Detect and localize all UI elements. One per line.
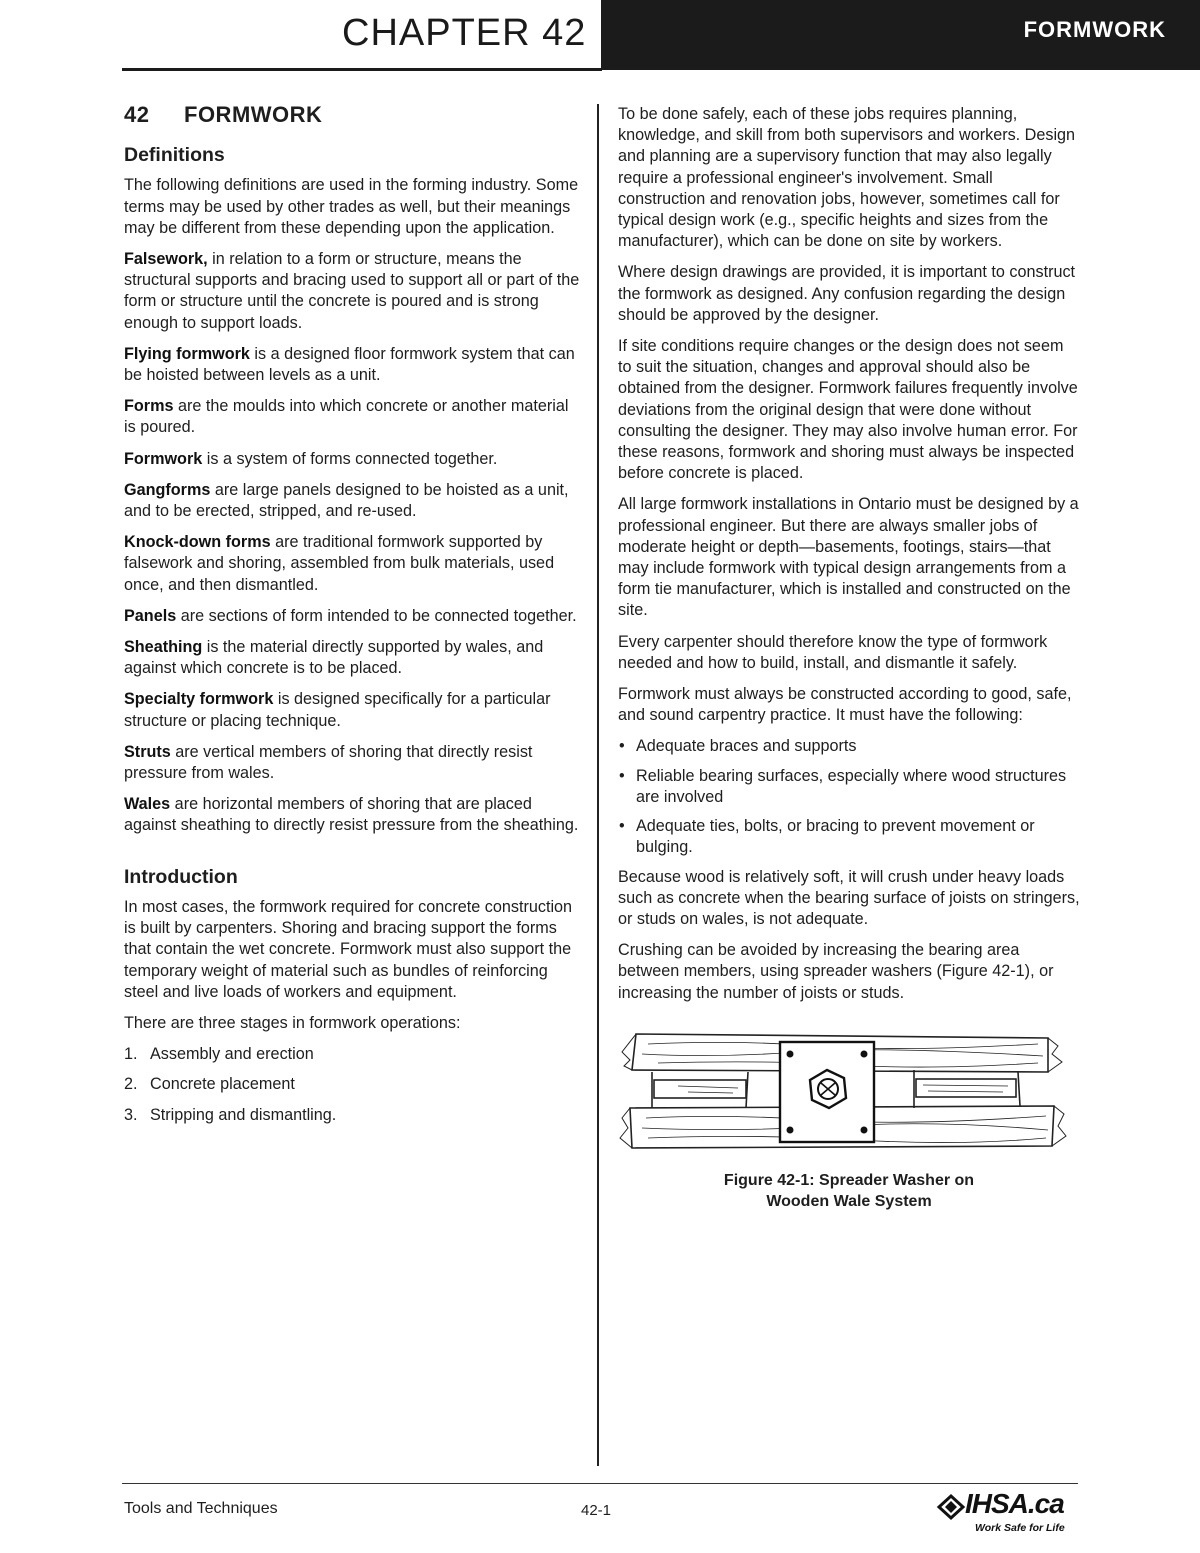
definition-text: is designed specifically for a particular structure or placing technique. <box>124 690 551 730</box>
bullet-marker: • <box>619 737 625 756</box>
body-paragraph: To be done safely, each of these jobs requires planning, knowledge, and skill from both supervisors and workers. Design and planning are a supervisory function that may also legally require a professional engineer's involvement. Small construction and renovation jobs, however, sometimes call for typical design work (e.g., specific heights and sizes from the manufacturer), which can be done on site by workers. <box>618 105 1076 251</box>
left-column <box>124 104 584 1135</box>
definition-item <box>124 689 584 731</box>
column-divider <box>597 104 599 1466</box>
definition-term: Wales <box>124 795 171 814</box>
definition-item <box>124 249 584 334</box>
spreader-washer-illustration <box>618 1022 1068 1162</box>
ihsa-logo <box>935 1488 1080 1538</box>
intro-paragraph: There are three stages in formwork operations: <box>124 1013 461 1032</box>
logo-tagline: Work Safe for Life <box>975 1522 1065 1534</box>
definition-term: Gangforms <box>124 480 211 499</box>
definition-text: are the moulds into which concrete or another material is poured. <box>124 397 569 437</box>
definition-item <box>124 532 584 596</box>
bullet-item <box>618 736 1080 757</box>
definition-item <box>124 794 584 836</box>
section-number: 42 <box>124 102 150 127</box>
bullet-text: Reliable bearing surfaces, especially where wood structures are involved <box>636 766 1067 806</box>
list-item <box>124 1105 584 1126</box>
chapter-label: CHAPTER 42 <box>342 12 587 54</box>
list-text: Stripping and dismantling. <box>150 1105 337 1124</box>
definition-term: Formwork <box>124 449 203 468</box>
bullet-item <box>618 816 1080 858</box>
definition-term: Forms <box>124 397 174 416</box>
bullet-marker: • <box>619 766 625 785</box>
definition-text: is a system of forms connected together. <box>202 449 498 468</box>
section-title <box>124 104 584 125</box>
logo-text: IHSA.ca <box>965 1488 1064 1519</box>
figure-caption-line: Figure 42-1: Spreader Washer on <box>723 1171 975 1189</box>
definition-term: Specialty formwork <box>124 690 274 709</box>
definition-text: are sections of form intended to be connected together. <box>176 606 577 625</box>
definition-term: Knock-down forms <box>124 533 271 552</box>
list-number: 3. <box>124 1105 138 1124</box>
definition-text: are vertical members of shoring that directly resist pressure from wales. <box>124 742 533 783</box>
bullet-text: Adequate braces and supports <box>636 737 857 756</box>
introduction-heading: Introduction <box>124 865 238 888</box>
bullet-item <box>618 766 1080 808</box>
definition-item <box>124 742 584 784</box>
definition-text: in relation to a form or structure, means the structural supports and bracing used to support all or part of the form or structure until the concrete is poured and is strong enough to support loads. <box>124 250 580 332</box>
definitions-heading: Definitions <box>124 144 225 167</box>
definition-term: Struts <box>124 742 171 761</box>
body-paragraph: If site conditions require changes or the design does not seem to suit the situation, changes and approval should also be obtained from the designer. Formwork failures frequently involve deviations from the original design that were done without consulting the designer. They may also involve human error. For these reasons, formwork and shoring must always be inspected before concrete is placed. <box>618 337 1078 483</box>
body-paragraph: Formwork must always be constructed according to good, safe, and sound carpentry practice. It must have the following: <box>618 685 1072 725</box>
bullet-marker: • <box>619 817 625 836</box>
logo-mark-icon <box>935 1492 967 1522</box>
body-paragraph: All large formwork installations in Ontario must be designed by a professional engineer. But there are always smaller jobs of moderate height or depth—basements, footings, stairs—that may include formwork with typical design arrangements from a form tie manufacturer, which is installed and constructed on the site. <box>618 495 1079 620</box>
body-paragraph: Where design drawings are provided, it is important to construct the formwork as designed. Any confusion regarding the design should be approved by the designer. <box>618 263 1076 324</box>
page-number: 42-1 <box>581 1502 612 1519</box>
list-number: 1. <box>124 1045 138 1064</box>
definition-text: are large panels designed to be hoisted as a unit, and to be erected, stripped, and re-used. <box>124 480 569 521</box>
body-paragraph: Every carpenter should therefore know the type of formwork needed and how to build, install, and dismantle it safely. <box>618 632 1048 672</box>
footer-book-title: Tools and Techniques <box>124 1500 278 1517</box>
definition-item <box>124 480 584 522</box>
definition-item <box>124 449 584 470</box>
definition-text: is a designed floor formwork system that can be hoisted between levels as a unit. <box>124 344 575 385</box>
definition-item <box>124 344 584 386</box>
footer-rule <box>122 1483 1078 1484</box>
definition-text: are traditional formwork supported by falsework and shoring, assembled from bulk materials, used once, and then dismantled. <box>124 533 555 594</box>
definition-term: Falsework, <box>124 250 208 269</box>
definition-text: are horizontal members of shoring that are placed against sheathing to directly resist pressure from the sheathing. <box>124 795 579 835</box>
list-item <box>124 1044 584 1065</box>
definitions-intro: The following definitions are used in the forming industry. Some terms may be used by other trades as well, but their meanings may be different from these depending upon the application. <box>124 176 579 237</box>
list-item <box>124 1074 584 1095</box>
list-text: Assembly and erection <box>150 1045 314 1064</box>
list-number: 2. <box>124 1075 138 1094</box>
definition-item <box>124 396 584 438</box>
definition-term: Flying formwork <box>124 344 250 363</box>
body-paragraph: Crushing can be avoided by increasing the bearing area between members, using spreader washers (Figure 42-1), or increasing the number of joists or studs. <box>618 941 1054 1002</box>
body-paragraph: Because wood is relatively soft, it will crush under heavy loads such as concrete when the bearing surface of joists on stringers, or studs on wales, is not adequate. <box>618 867 1080 928</box>
figure-spreader-washer <box>618 1022 1080 1212</box>
header-band <box>601 0 1200 70</box>
figure-caption-line: Wooden Wale System <box>766 1192 932 1210</box>
figure-caption <box>618 1170 1080 1212</box>
definition-item <box>124 606 584 627</box>
list-text: Concrete placement <box>150 1075 295 1094</box>
definition-term: Panels <box>124 606 177 625</box>
definition-item <box>124 637 584 679</box>
header-band-title: FORMWORK <box>1023 17 1166 42</box>
section-title-text: FORMWORK <box>184 102 323 127</box>
right-column <box>618 104 1080 1212</box>
header-rule <box>122 68 602 71</box>
definition-text: is the material directly supported by wales, and against which concrete is to be placed. <box>124 638 544 678</box>
definition-term: Sheathing <box>124 638 203 657</box>
intro-paragraph: In most cases, the formwork required for concrete construction is built by carpenters. Shoring and bracing support the forms that contain the wet concrete. Formwork must also support the temporary weight of material such as bundles of reinforcing steel and live loads of workers and equipment. <box>124 897 573 1001</box>
bullet-text: Adequate ties, bolts, or bracing to prevent movement or bulging. <box>636 817 1035 857</box>
